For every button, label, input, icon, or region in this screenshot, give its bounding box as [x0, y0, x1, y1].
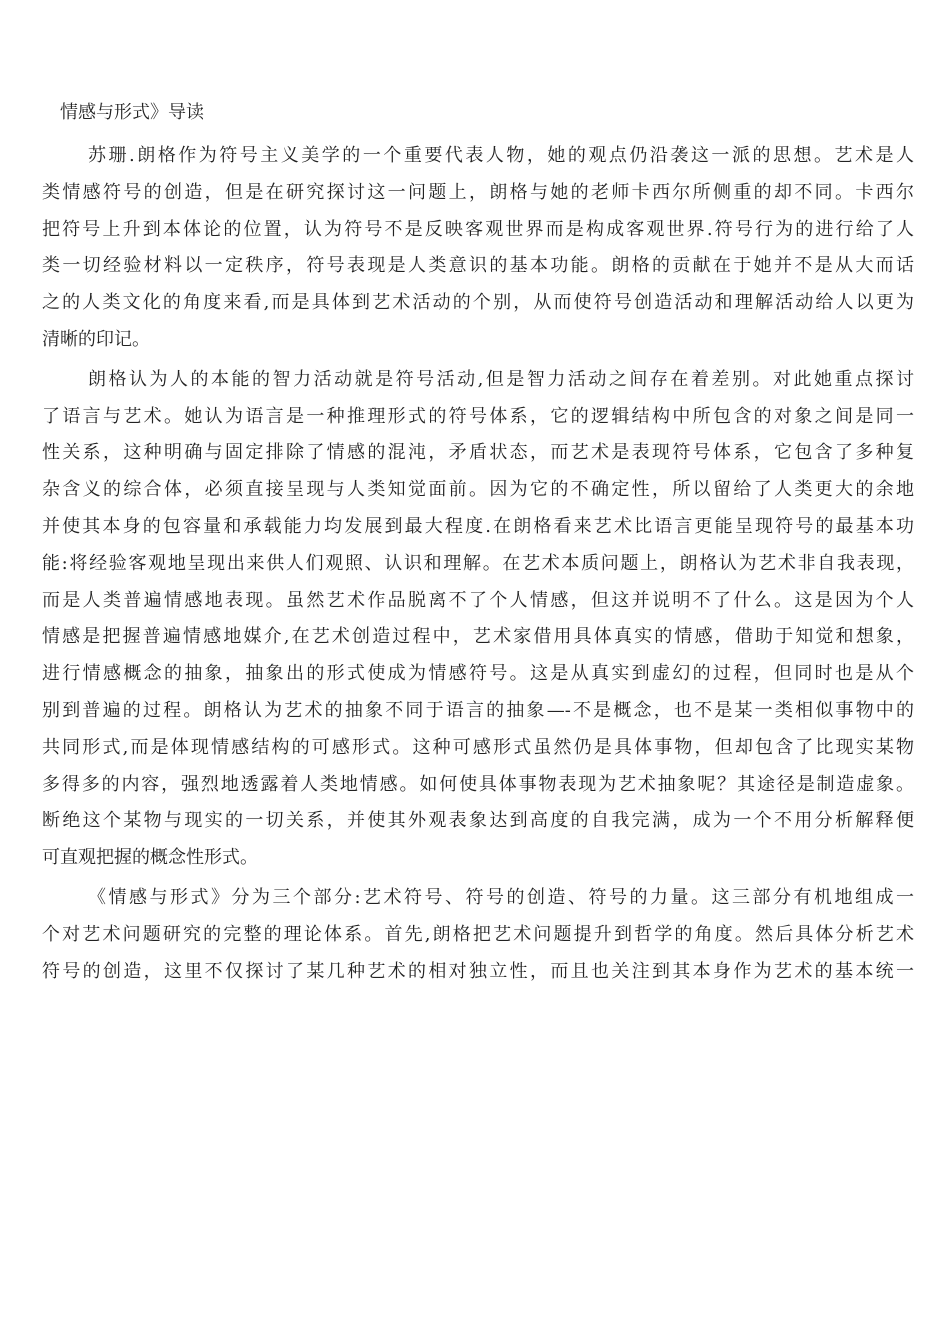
- paragraph-line: 之的人类文化的角度来看,而是具体到艺术活动的个别，从而使符号创造活动和理解活动给人以更为: [42, 292, 914, 314]
- paragraph-line: 可直观把握的概念性形式。: [42, 847, 258, 869]
- paragraph-line: 把符号上升到本体论的位置，认为符号不是反映客观世界而是构成客观世界.符号行为的进行给了人: [42, 218, 914, 240]
- paragraph-line: 苏珊.朗格作为符号主义美学的一个重要代表人物，她的观点仍沿袭这一派的思想。艺术是人: [88, 145, 914, 166]
- paragraph-line: 进行情感概念的抽象，抽象出的形式使成为情感符号。这是从真实到虚幻的过程，但同时也是从个: [42, 663, 914, 685]
- paragraph-line: 共同形式,而是体现情感结构的可感形式。这种可感形式虽然仍是具体事物，但却包含了比现实某物: [42, 736, 914, 758]
- paragraph-line: 而是人类普遍情感地表现。虽然艺术作品脱离不了个人情感，但这并说明不了什么。这是因为个人: [42, 589, 914, 611]
- paragraph-line: 能:将经验客观地呈现出来供人们观照、认识和理解。在艺术本质问题上，朗格认为艺术非自我表现，: [42, 552, 914, 574]
- paragraph-line: 断绝这个某物与现实的一切关系，并使其外观表象达到高度的自我完满，成为一个不用分析解释便: [42, 810, 914, 832]
- document-body: [42, 138, 914, 990]
- paragraph-line: 朗格认为人的本能的智力活动就是符号活动,但是智力活动之间存在着差别。对此她重点探讨: [88, 368, 914, 390]
- paragraph-line: 类一切经验材料以一定秩序，符号表现是人类意识的基本功能。朗格的贡献在于她并不是从大而话: [42, 255, 914, 277]
- paragraph-line: 多得多的内容，强烈地透露着人类地情感。如何使具体事物表现为艺术抽象呢？其途径是制造虚象。: [42, 773, 914, 795]
- document-title: 情感与形式》导读: [60, 102, 204, 123]
- paragraph-line: 情感是把握普遍情感地媒介,在艺术创造过程中，艺术家借用具体真实的情感，借助于知觉和想象，: [42, 626, 914, 648]
- paragraph-line: 个对艺术问题研究的完整的理论体系。首先,朗格把艺术问题提升到哲学的角度。然后具体分析艺术: [42, 923, 914, 945]
- paragraph-line: 杂含义的综合体，必须直接呈现与人类知觉面前。因为它的不确定性，所以留给了人类更大的余地: [42, 479, 914, 501]
- paragraph-line: 性关系，这种明确与固定排除了情感的混沌，矛盾状态，而艺术是表现符号体系，它包含了多种复: [42, 442, 914, 464]
- paragraph-line: 别到普遍的过程。朗格认为艺术的抽象不同于语言的抽象—-不是概念，也不是某一类相似事物中的: [42, 699, 914, 721]
- paragraph-line: 类情感符号的创造，但是在研究探讨这一问题上，朗格与她的老师卡西尔所侧重的却不同。卡西尔: [42, 181, 914, 203]
- paragraph-line: 了语言与艺术。她认为语言是一种推理形式的符号体系，它的逻辑结构中所包含的对象之间是同一: [42, 405, 914, 427]
- paragraph: [42, 362, 914, 877]
- paragraph: [42, 138, 914, 359]
- paragraph: [42, 880, 914, 990]
- paragraph-line: 清晰的印记。: [42, 328, 150, 350]
- paragraph-line: 符号的创造，这里不仅探讨了某几种艺术的相对独立性，而且也关注到其本身作为艺术的基本统一: [42, 960, 914, 982]
- paragraph-line: 并使其本身的包容量和承载能力均发展到最大程度.在朗格看来艺术比语言更能呈现符号的最基本功: [42, 515, 914, 537]
- paragraph-line: 《情感与形式》分为三个部分:艺术符号、符号的创造、符号的力量。这三部分有机地组成一: [88, 886, 914, 908]
